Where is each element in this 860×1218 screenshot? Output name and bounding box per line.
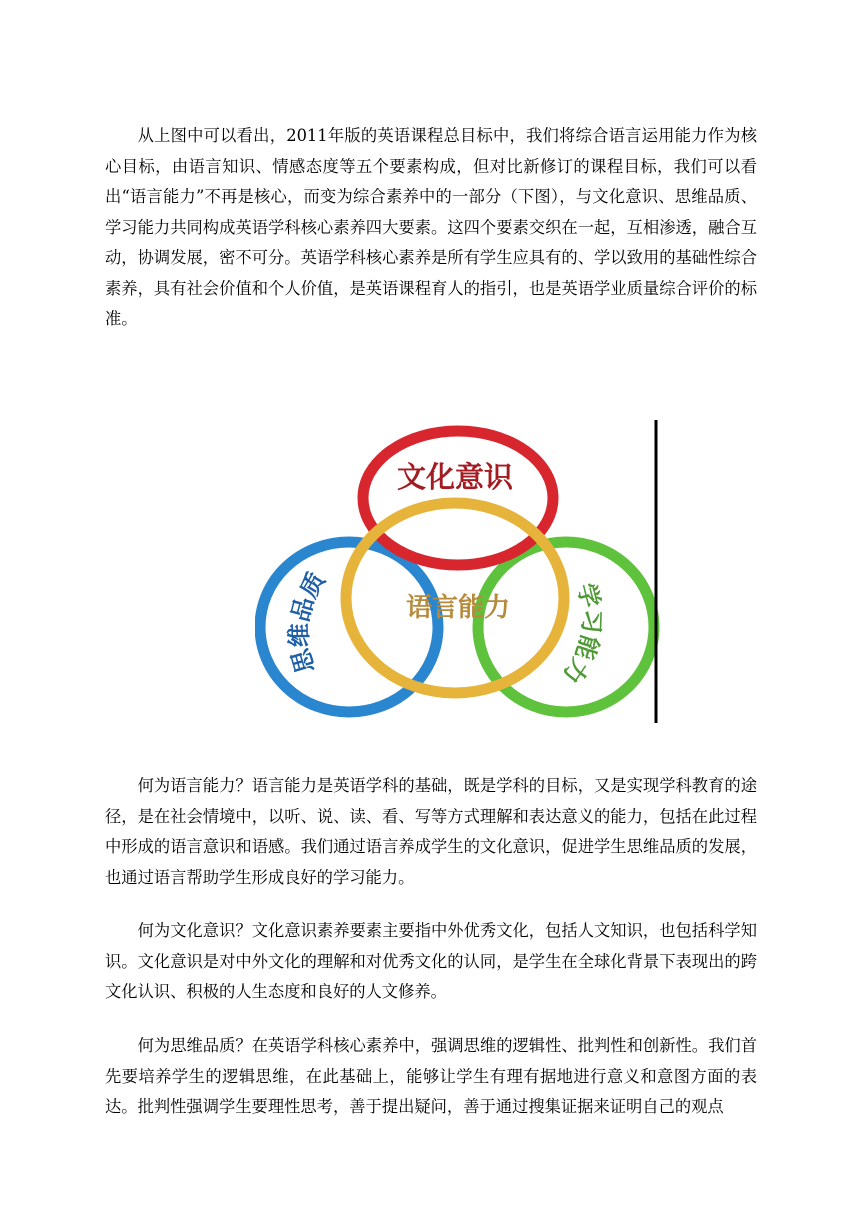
paragraph-cultural-awareness: 何为文化意识？文化意识素养要素主要指中外优秀文化，包括人文知识，也包括科学知识。文化意识是对中外文化的理解和对优秀文化的认同，是学生在全球化背景下表现出的跨文化认识、积极的人生态度和良好的人文修养。 [105, 921, 757, 1001]
core-literacy-diagram [255, 420, 660, 725]
label-language-ability: 语言能力 [405, 593, 511, 623]
venn-rings-svg [255, 420, 660, 725]
label-cultural-awareness: 文化意识 [396, 460, 514, 494]
paragraph-intro: 从上图中可以看出，2011年版的英语课程总目标中，我们将综合语言运用能力作为核心目标，由语言知识、情感态度等五个要素构成，但对比新修订的课程目标，我们可以看出“语言能力”不再是核心，而变为综合素养中的一部分（下图），与文化意识、思维品质、学习能力共同构成英语学科核心素养四大要素。这四个要素交织在一起，互相渗透，融合互动，协调发展，密不可分。英语学科核心素养是所有学生应具有的、学以致用的基础性综合素养，具有社会价值和个人价值，是英语课程育人的指引，也是英语学业质量综合评价的标准。 [105, 126, 757, 328]
label-learning-ability: 学习能力 [557, 580, 606, 689]
paragraph-language-ability: 何为语言能力？语言能力是英语学科的基础，既是学科的目标，又是实现学科教育的途径，是在社会情境中，以听、说、读、看、写等方式理解和表达意义的能力，包括在此过程中形成的语言意识和语感。我们通过语言养成学生的文化意识，促进学生思维品质的发展，也通过语言帮助学生形成良好的学习能力。 [105, 776, 757, 887]
paragraph-thinking-quality: 何为思维品质？在英语学科核心素养中，强调思维的逻辑性、批判性和创新性。我们首先要培养学生的逻辑思维，在此基础上，能够让学生有理有据地进行意义和意图方面的表达。批判性强调学生要理性思考，善于提出疑问，善于通过搜集证据来证明自己的观点 [105, 1036, 757, 1116]
label-thinking-quality: 思维品质 [285, 567, 331, 677]
